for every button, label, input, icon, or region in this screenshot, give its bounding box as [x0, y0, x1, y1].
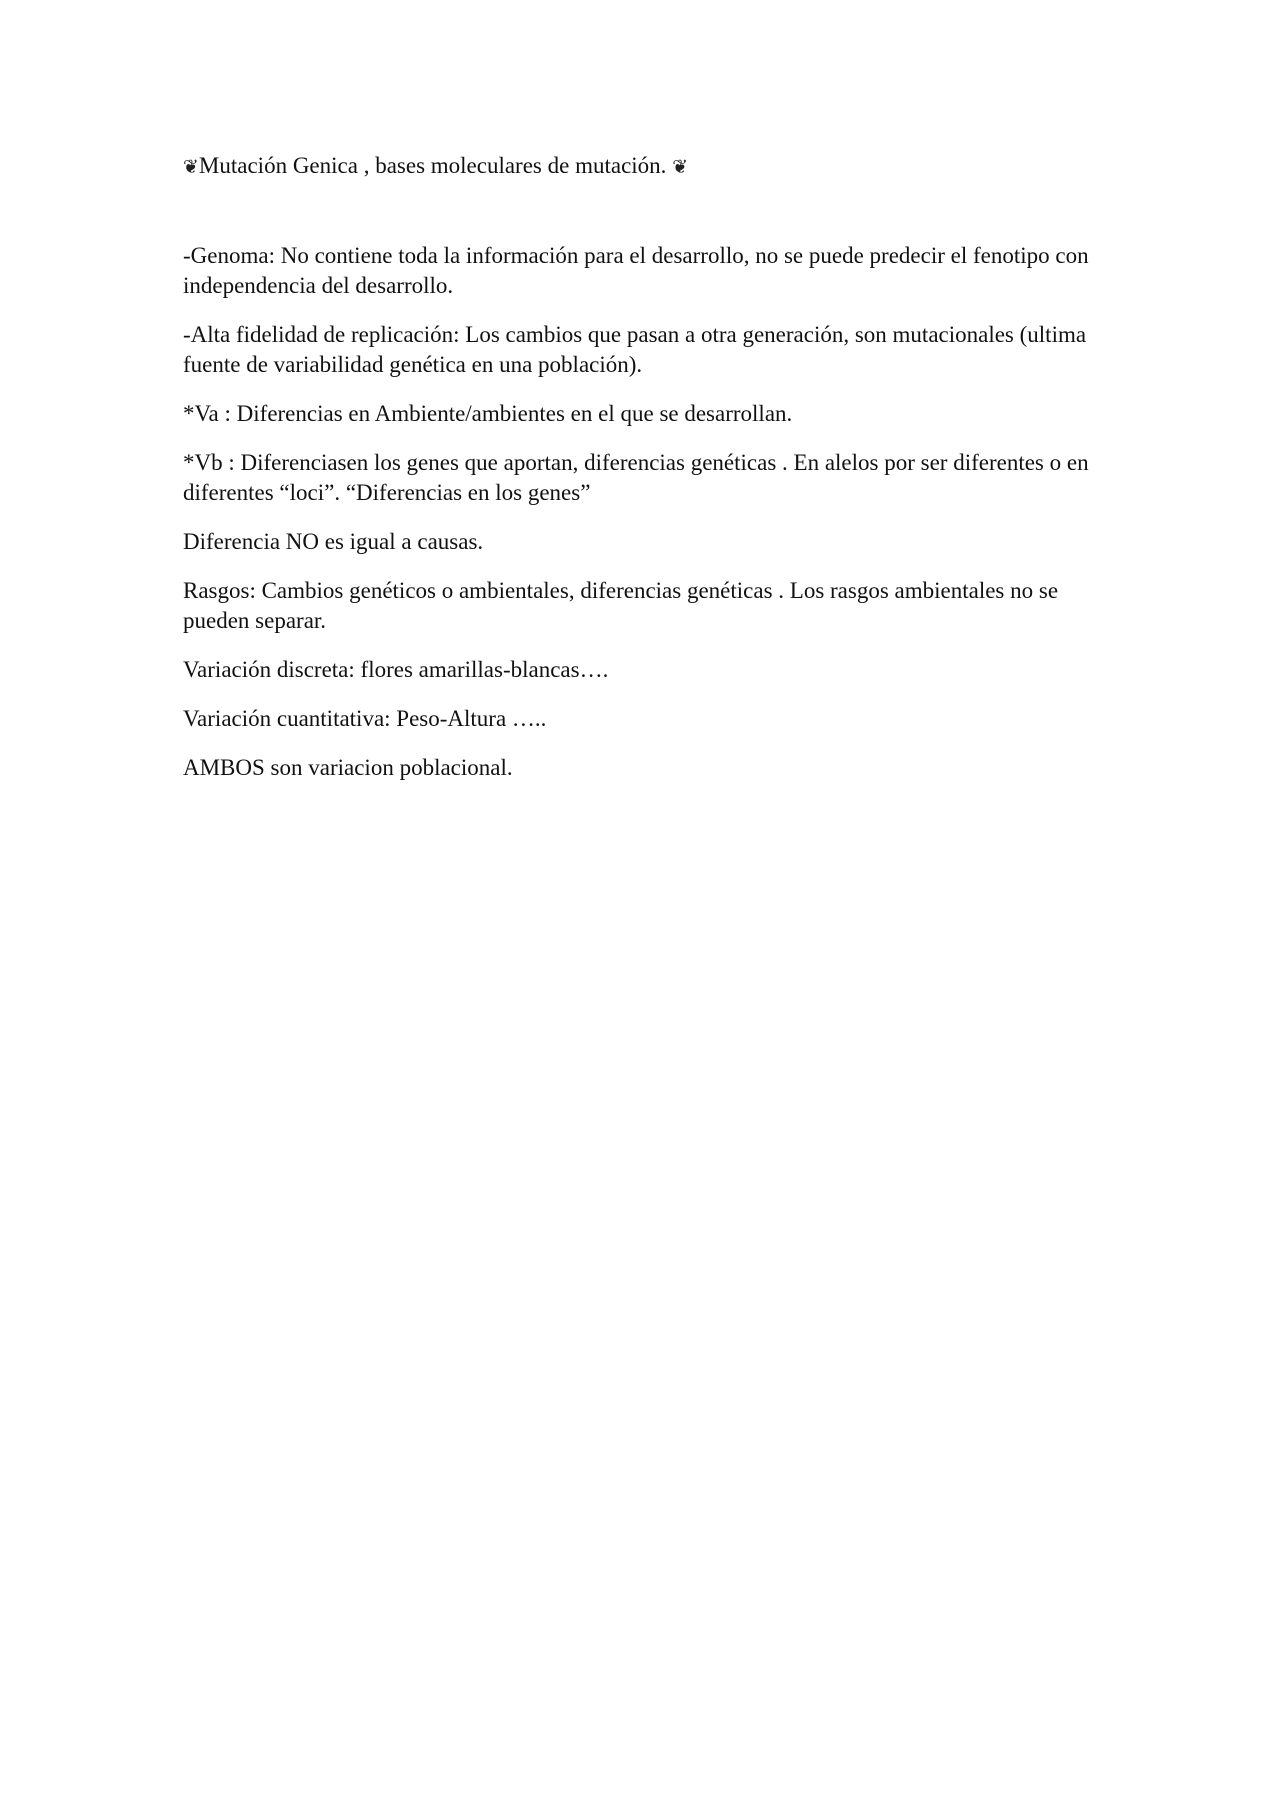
paragraph-alta-fidelidad: -Alta fidelidad de replicación: Los cambios que pasan a otra generación, son mutacionales (ultima fuente de variabilidad genética en una población).: [183, 322, 1087, 377]
document-body: [183, 150, 1103, 802]
paragraph-variacion-discreta: Variación discreta: flores amarillas-blancas….: [183, 657, 609, 682]
paragraph-diferencia: Diferencia NO es igual a causas.: [183, 529, 484, 554]
paragraph-variacion-cuantitativa: Variación cuantitativa: Peso-Altura …..: [183, 706, 547, 731]
paragraph-rasgos: Rasgos: Cambios genéticos o ambientales, diferencias genéticas . Los rasgos ambientales no se pueden separar.: [183, 578, 1059, 633]
paragraph-ambos: AMBOS son variacion poblacional.: [183, 755, 513, 780]
paragraph-va: *Va : Diferencias en Ambiente/ambientes en el que se desarrollan.: [183, 401, 793, 426]
paragraph-genoma: -Genoma: No contiene toda la información para el desarrollo, no se puede predecir el fenotipo con independencia del desarrollo.: [183, 243, 1089, 298]
document-title: [183, 150, 1103, 183]
flower-ornament-icon: ❦: [183, 156, 199, 178]
flower-ornament-icon: ❦: [672, 156, 689, 178]
paragraph-vb: *Vb : Diferenciasen los genes que aportan, diferencias genéticas . En alelos por ser diferentes o en diferentes “loci”. “Diferencias en los genes”: [183, 450, 1089, 505]
title-text: Mutación Genica , bases moleculares de mutación.: [198, 153, 673, 178]
